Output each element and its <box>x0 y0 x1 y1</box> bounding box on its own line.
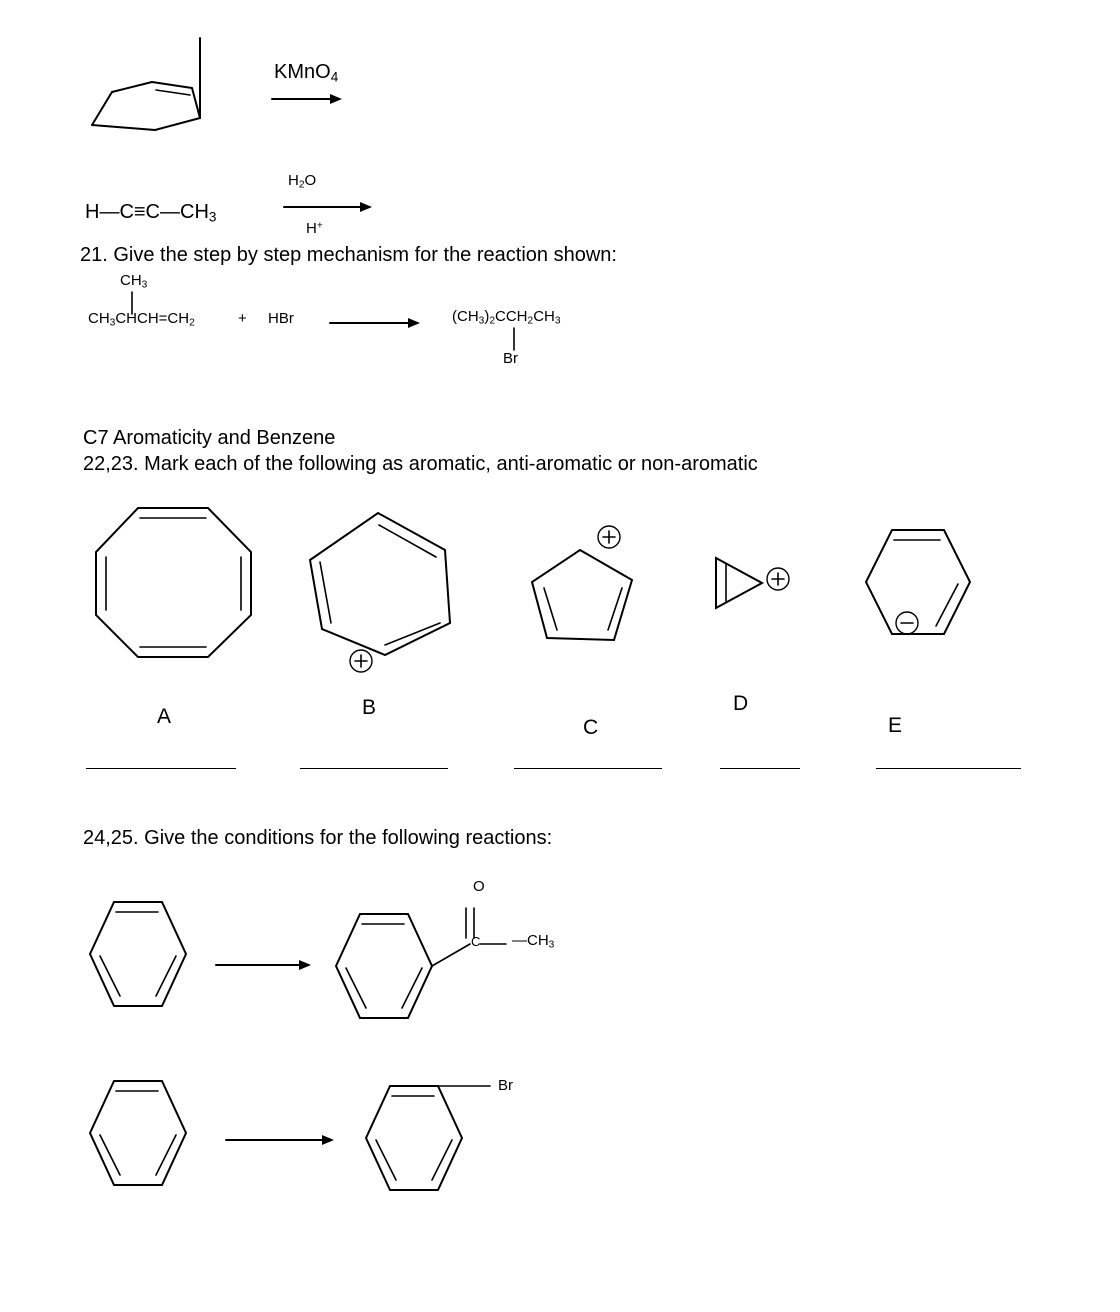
structure-d-label: D <box>733 692 749 715</box>
alkyne-substrate-label: $H—C\equiv C—CH_3$ <box>85 201 217 225</box>
answer-blank-b[interactable] <box>300 768 448 769</box>
structure-c <box>522 540 662 670</box>
question-2425-text: 24,25. Give the conditions for the following reactions: <box>83 827 553 849</box>
reagent-water-label: $H_2O$ <box>288 172 317 191</box>
question-21-product <box>452 308 561 327</box>
methyl-label-text: $CH_3$ <box>120 272 148 291</box>
question-21-product-bond <box>512 328 516 350</box>
reaction-1-arrow <box>272 92 342 106</box>
answer-blank-a[interactable] <box>86 768 236 769</box>
reagent-kmno4-label: KMnO$_4$ <box>274 61 339 85</box>
product-label: $(CH_3)_2CCH_2CH_3$ <box>452 308 561 327</box>
structure-c-label: C <box>583 716 599 739</box>
alkyne-substrate <box>85 200 216 226</box>
structure-e-label: E <box>888 714 903 737</box>
structure-e-charge <box>894 610 920 636</box>
cycloheptatrienyl-cation-drawing <box>300 505 470 665</box>
structure-c-charge <box>596 524 622 550</box>
benzene-drawing-2 <box>84 1075 194 1200</box>
structure-e <box>862 522 972 657</box>
reagent-acid-label: H+ <box>306 220 323 237</box>
question-21-product-br: Br <box>503 350 518 367</box>
answer-blank-c[interactable] <box>514 768 662 769</box>
reaction-2-arrow <box>284 200 372 214</box>
structure-a-label: A <box>157 705 172 728</box>
bromobenzene-br-label: Br <box>498 1077 513 1094</box>
benzene-reactant-2 <box>84 1075 194 1200</box>
reactant-label: $CH_3CHCH=CH_2$ <box>88 310 195 329</box>
question-21-hbr: HBr <box>268 310 294 327</box>
question-21-arrow <box>330 316 420 330</box>
benzene-drawing <box>84 896 194 1021</box>
answer-blank-e[interactable] <box>876 768 1021 769</box>
question-21-reactant <box>88 310 195 329</box>
section-heading-c7: C7 Aromaticity and Benzene <box>83 427 336 449</box>
question-2223-text: 22,23. Mark each of the following as aromatic, anti-aromatic or non-aromatic <box>83 453 758 475</box>
bromobenzene-product <box>360 1072 520 1197</box>
question-21-plus: + <box>238 310 247 327</box>
reagent-water <box>288 172 316 191</box>
acetophenone-drawing <box>330 896 510 1021</box>
answer-blank-d[interactable] <box>720 768 800 769</box>
bromobenzene-drawing <box>360 1072 520 1197</box>
structure-d-charge <box>765 566 791 592</box>
reagent-acid <box>306 220 323 237</box>
acetophenone-carbon-label: C <box>471 934 481 949</box>
cyclooctatetraene-drawing <box>88 500 263 665</box>
structure-b <box>300 505 470 665</box>
reaction-arrow-row2 <box>226 1133 334 1147</box>
reaction-arrow-row1 <box>216 958 311 972</box>
cyclohexene-methyl-structure <box>80 30 240 150</box>
structure-b-charge <box>348 648 374 674</box>
benzene-reactant-1 <box>84 896 194 1021</box>
question-21-methyl-label <box>120 272 147 291</box>
cyclohexadienyl-anion-drawing <box>862 522 972 657</box>
cyclopentadienyl-cation-drawing <box>522 540 662 670</box>
acetophenone-product <box>330 896 510 1021</box>
structure-a <box>88 500 263 665</box>
reaction-1-block <box>80 30 240 150</box>
acetophenone-methyl-label: $—CH_3$ <box>512 932 555 951</box>
question-21-text: 21. Give the step by step mechanism for the reaction shown: <box>80 244 617 266</box>
acetophenone-oxygen-label: O <box>473 878 485 895</box>
structure-b-label: B <box>362 696 377 719</box>
reagent-kmno4 <box>274 60 338 86</box>
